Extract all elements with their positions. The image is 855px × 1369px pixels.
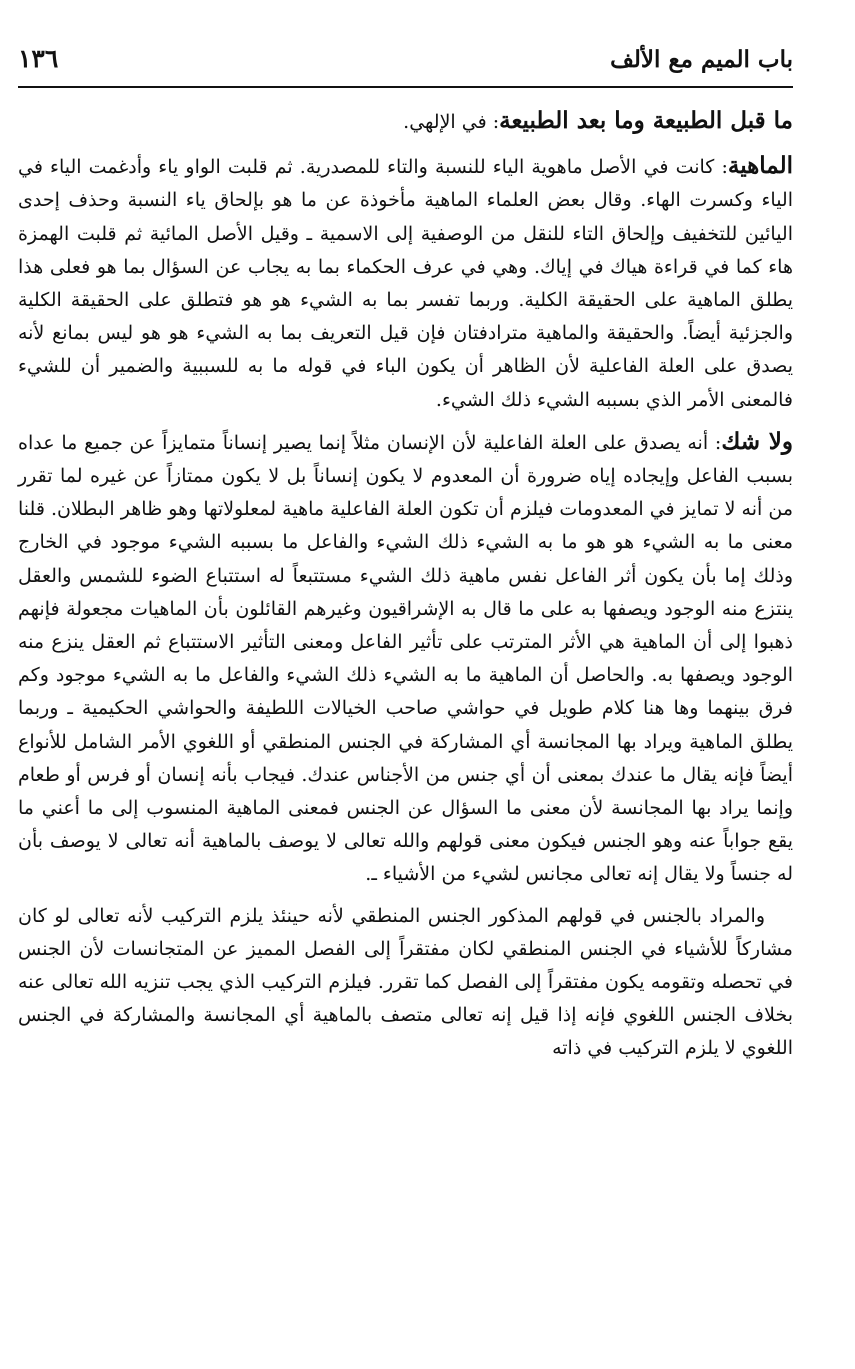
- entry-mahiyya: الماهية: كانت في الأصل ماهوية الياء للنسبة والتاء للمصدرية. ثم قلبت الواو ياء وأدغمت الياء في الياء وكسرت الهاء. وقال بعض العلماء الماهية مأخوذة عن ما هو بإلحاق ياء النسبة وحذف إحدى اليائين للتخفيف وإلحاق التاء للنقل من الوصفية إلى الاسمية ـ وقيل الأصل المائية ثم قلبت الهمزة هاء كما في قراءة هياك في إياك. وهي في عرف الحكماء بما به يجاب عن السؤال بما هو فعلى هذا يطلق الماهية على الحقيقة الكلية. وربما تفسر بما به الشيء هو هو فتطلق على الحقيقة الكلية والجزئية أيضاً. والحقيقة والماهية مترادفتان فإن قيل التعريف بما به الشيء هو هو ليس بمانع لأنه يصدق على العلة الفاعلية لأن الظاهر أن يكون الباء في قوله ما به للسببية والضمير أن للشيء فالمعنى الأمر الذي بسببه الشيء ذلك الشيء.: [18, 152, 793, 411]
- entry-term: الماهية: [727, 152, 793, 180]
- entry-text: أنه يصدق على العلة الفاعلية لأن الإنسان مثلاً إنما يصير إنساناً متمايزاً عن جميع ما عداه بسبب الفاعل وإيجاده إياه ضرورة أن المعدوم لا يكون إنساناً بل لا يكون ممتازاً عن غيره لما تقرر من أنه لا تمايز في المعدومات فيلزم أن تكون العلة الفاعلية ماهية لمعلولاتها وهو ظاهر البطلان. قلنا معنى ما به الشيء هو هو ما به الشيء ذلك الشيء والفاعل ما بسببه الشيء موجود في الخارج وذلك إما بأن يكون أثر الفاعل نفس ماهية ذلك الشيء مستتبعاً له استتباع الضوء للشمس والعقل ينتزع منه الوجود ويصفها به على ما قال به الإشراقيون وغيرهم القائلون بأن الماهيات مجعولة فإنهم ذهبوا إلى أن الماهية هي الأثر المترتب على تأثير الفاعل ومعنى التأثير الاستتباع ثم العقل ينزع منه الوجود ويصفها به. والحاصل أن الماهية ما به الشيء ذلك الشيء والفاعل ما به الشيء موجود وكم فرق بينهما وها هنا كلام طويل في حواشي صاحب الخيالات اللطيفة والحواشي الحكيمية ـ وربما يطلق الماهية ويراد بها المجانسة أي المشاركة في الجنس المنطقي أو اللغوي الأمر الشامل للأنواع أيضاً فإنه يقال ما عندك بمعنى أن أي جنس من الأجناس عندك. فيجاب بأنه إنسان أو فرس أو طعام وإنما يراد بها المجانسة لأن معنى ما السؤال عن الجنس فمعنى الماهية المنسوب إلى ما أعني ما يقع جواباً عنه وهو الجنس فيكون معنى قولهم والله تعالى لا يوصف بالماهية أنه تعالى لا يوصف بأن له جنساً ولا يقال إنه تعالى مجانس لشيء من الأشياء ـ.: [18, 431, 793, 886]
- page-body: [18, 104, 793, 1074]
- entry-text: في الإلهي.: [403, 111, 487, 133]
- entry-term: ولا شك: [721, 427, 793, 455]
- chapter-title: باب الميم مع الألف: [610, 46, 793, 73]
- entry-term: ما قبل الطبيعة وما بعد الطبيعة: [499, 107, 793, 134]
- entry-wa-la-shakk: ولا شك: أنه يصدق على العلة الفاعلية لأن الإنسان مثلاً إنما يصير إنساناً متمايزاً عن جميع ما عداه بسبب الفاعل وإيجاده إياه ضرورة أن المعدوم لا يكون إنساناً بل لا يكون ممتازاً عن غيره لما تقرر من أنه لا تمايز في المعدومات فيلزم أن تكون العلة الفاعلية ماهية لمعلولاتها وهو ظاهر البطلان. قلنا معنى ما به الشيء هو هو ما به الشيء ذلك الشيء والفاعل ما بسببه الشيء موجود في الخارج وذلك إما بأن يكون أثر الفاعل نفس ماهية ذلك الشيء مستتبعاً له استتباع الضوء للشمس والعقل ينتزع منه الوجود ويصفها به على ما قال به الإشراقيون وغيرهم القائلون بأن الماهيات مجعولة فإنهم ذهبوا إلى أن الماهية هي الأثر المترتب على تأثير الفاعل ومعنى التأثير الاستتباع ثم العقل ينزع منه الوجود ويصفها به. والحاصل أن الماهية ما به الشيء ذلك الشيء والفاعل ما به الشيء موجود وكم فرق بينهما وها هنا كلام طويل في حواشي صاحب الخيالات اللطيفة والحواشي الحكيمية ـ وربما يطلق الماهية ويراد بها المجانسة أي المشاركة في الجنس المنطقي أو اللغوي الأمر الشامل للأنواع أيضاً فإنه يقال ما عندك بمعنى أن أي جنس من الأجناس عندك. فيجاب بأنه إنسان أو فرس أو طعام وإنما يراد بها المجانسة لأن معنى ما السؤال عن الجنس فمعنى الماهية المنسوب إلى ما أعني ما يقع جواباً عنه وهو الجنس فيكون معنى قولهم والله تعالى لا يوصف بالماهية أنه تعالى لا يوصف بأن له جنساً ولا يقال إنه تعالى مجانس لشيء من الأشياء ـ.: [18, 427, 793, 886]
- entry-text: والمراد بالجنس في قولهم المذكور الجنس المنطقي لأنه حينئذ يلزم التركيب لأنه تعالى لو كان مشاركاً للأشياء في الجنس المنطقي لكان مفتقراً إلى الفصل المميز عن المتجانسات لأن الجنس في تحصله وتقومه يكون مفتقراً إلى الفصل كما تقرر. فيلزم التركيب الذي يجب تنزيه الله تعالى عنه بخلاف الجنس اللغوي فإنه إذا قيل إنه تعالى متصف بالماهية أي المجانسة والمشاركة في الجنس اللغوي لا يلزم التركيب في ذاته: [18, 904, 793, 1060]
- page-number: ١٣٦: [18, 44, 59, 73]
- page-header: [18, 40, 793, 88]
- entry-metaphysics: ما قبل الطبيعة وما بعد الطبيعة: في الإلهي.: [403, 107, 793, 134]
- entry-continuation: [18, 900, 793, 1066]
- entry-text: كانت في الأصل ماهوية الياء للنسبة والتاء للمصدرية. ثم قلبت الواو ياء وأدغمت الياء في الياء وكسرت الهاء. وقال بعض العلماء الماهية مأخوذة عن ما هو بإلحاق ياء النسبة وحذف إحدى اليائين للتخفيف وإلحاق التاء للنقل من الوصفية إلى الاسمية ـ وقيل الأصل المائية ثم قلبت الهمزة هاء كما في قراءة هياك في إياك. وهي في عرف الحكماء بما به يجاب عن السؤال بما هو فعلى هذا يطلق الماهية على الحقيقة الكلية. وربما تفسر بما به الشيء هو هو فتطلق على الحقيقة الكلية والجزئية أيضاً. والحقيقة والماهية مترادفتان فإن قيل التعريف بما به الشيء هو هو ليس بمانع لأنه يصدق على العلة الفاعلية لأن الظاهر أن يكون الباء في قوله ما به للسببية والضمير أن للشيء فالمعنى الأمر الذي بسببه الشيء ذلك الشيء.: [18, 156, 793, 411]
